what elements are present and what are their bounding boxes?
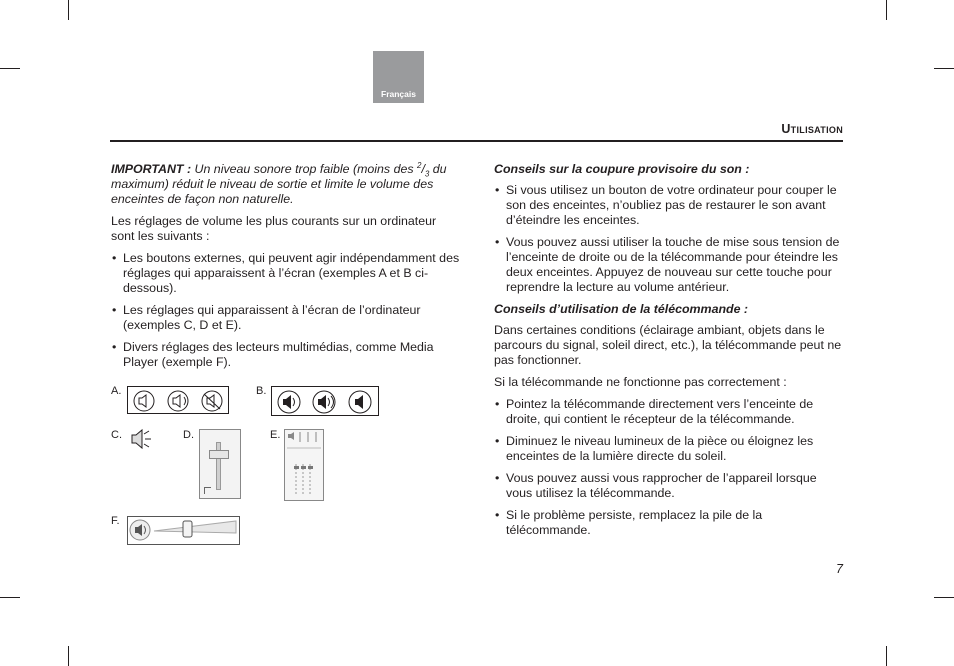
fraction-denominator: 3 — [424, 169, 430, 179]
crop-mark — [68, 0, 69, 20]
list-item: • Les réglages qui apparaissent à l’écran de l’ordinateur (exemples C, D et E). — [111, 303, 461, 333]
crop-mark — [934, 597, 954, 598]
language-tab: Français — [373, 51, 424, 103]
mute-tips-list — [494, 183, 844, 295]
figure-b-volume-buttons — [271, 386, 379, 416]
figure-label-a: A. — [111, 385, 122, 397]
figure-a-volume-buttons — [127, 386, 229, 414]
figure-d-volume-slider — [199, 429, 241, 499]
remote-tips-heading: Conseils d’utilisation de la télécommande : — [494, 302, 749, 316]
remote-problem-paragraph: Si la télécommande ne fonctionne pas correctement : — [494, 375, 787, 389]
mute-checkbox-icon — [204, 487, 211, 494]
mute-tips-heading: Conseils sur la coupure provisoire du son : — [494, 162, 750, 176]
important-note — [111, 162, 461, 207]
fraction-numerator: 2 — [416, 160, 422, 170]
crop-mark — [886, 646, 887, 666]
left-bullet-list — [111, 251, 461, 370]
speaker-volume-icons — [272, 387, 378, 415]
figure-f-media-player-volume — [127, 516, 240, 545]
remote-conditions-paragraph: Dans certaines conditions (éclairage ambiant, objets dans le parcours du signal, soleil direct, etc.), la télécommande peut ne pas fonctionner. — [494, 323, 842, 367]
slider-thumb — [209, 450, 229, 459]
figure-e-mixer-panel — [284, 429, 324, 501]
speaker-buttons-icon — [128, 387, 228, 413]
remote-tips-list — [494, 397, 844, 538]
intro-paragraph: Les réglages de volume les plus courants sur un ordinateur sont les suivants : — [111, 214, 437, 243]
list-item: • Pointez la télécommande directement vers l’enceinte de droite, qui contient le récepteur de la télécommande. — [494, 397, 844, 427]
list-item: • Diminuez le niveau lumineux de la pièce ou éloignez les enceintes de la lumière directe du soleil. — [494, 434, 844, 464]
list-item: • Divers réglages des lecteurs multimédias, comme Media Player (exemple F). — [111, 340, 461, 370]
crop-mark — [68, 646, 69, 666]
list-item: • Si vous utilisez un bouton de votre ordinateur pour couper le son des enceintes, n’oubliez pas de restaurer le son avant d’éteindre les enceintes. — [494, 183, 844, 228]
figure-label-e: E. — [270, 429, 281, 441]
media-player-volume-icon — [128, 517, 239, 544]
list-item: • Les boutons externes, qui peuvent agir indépendamment des réglages qui apparaissent à l’écran (exemples A et B ci-dessous). — [111, 251, 461, 296]
list-item: • Si le problème persiste, remplacez la pile de la télécommande. — [494, 508, 844, 538]
crop-mark — [0, 68, 20, 69]
figure-label-d: D. — [183, 429, 194, 441]
important-text: Un niveau sonore trop faible (moins des — [191, 162, 417, 176]
list-item: • Vous pouvez aussi utiliser la touche de mise sous tension de l’enceinte de droite ou de la télécommande pour éteindre les deux enceintes. Appuyez de nouveau sur cette touche pour reprendre la lecture au volume antérieur. — [494, 235, 844, 295]
crop-mark — [0, 597, 20, 598]
speaker-taskbar-icon — [128, 428, 154, 450]
header-rule — [110, 140, 843, 142]
crop-mark — [886, 0, 887, 20]
figure-label-c: C. — [111, 429, 122, 441]
page-number: 7 — [836, 562, 843, 576]
left-column — [111, 162, 461, 377]
section-title: Utilisation — [781, 122, 843, 136]
mixer-sliders-icon — [285, 430, 323, 500]
fraction-slash: / — [421, 162, 425, 176]
important-text-cont: du maximum) réduit le niveau de sortie et limite le volume des enceintes de façon non naturelle. — [111, 162, 447, 206]
figure-label-b: B. — [256, 385, 267, 397]
crop-mark — [934, 68, 954, 69]
list-item: • Vous pouvez aussi vous rapprocher de l’appareil lorsque vous utilisez la télécommande. — [494, 471, 844, 501]
figure-label-f: F. — [111, 515, 120, 527]
important-label: IMPORTANT : — [111, 162, 192, 176]
right-column — [494, 162, 844, 545]
